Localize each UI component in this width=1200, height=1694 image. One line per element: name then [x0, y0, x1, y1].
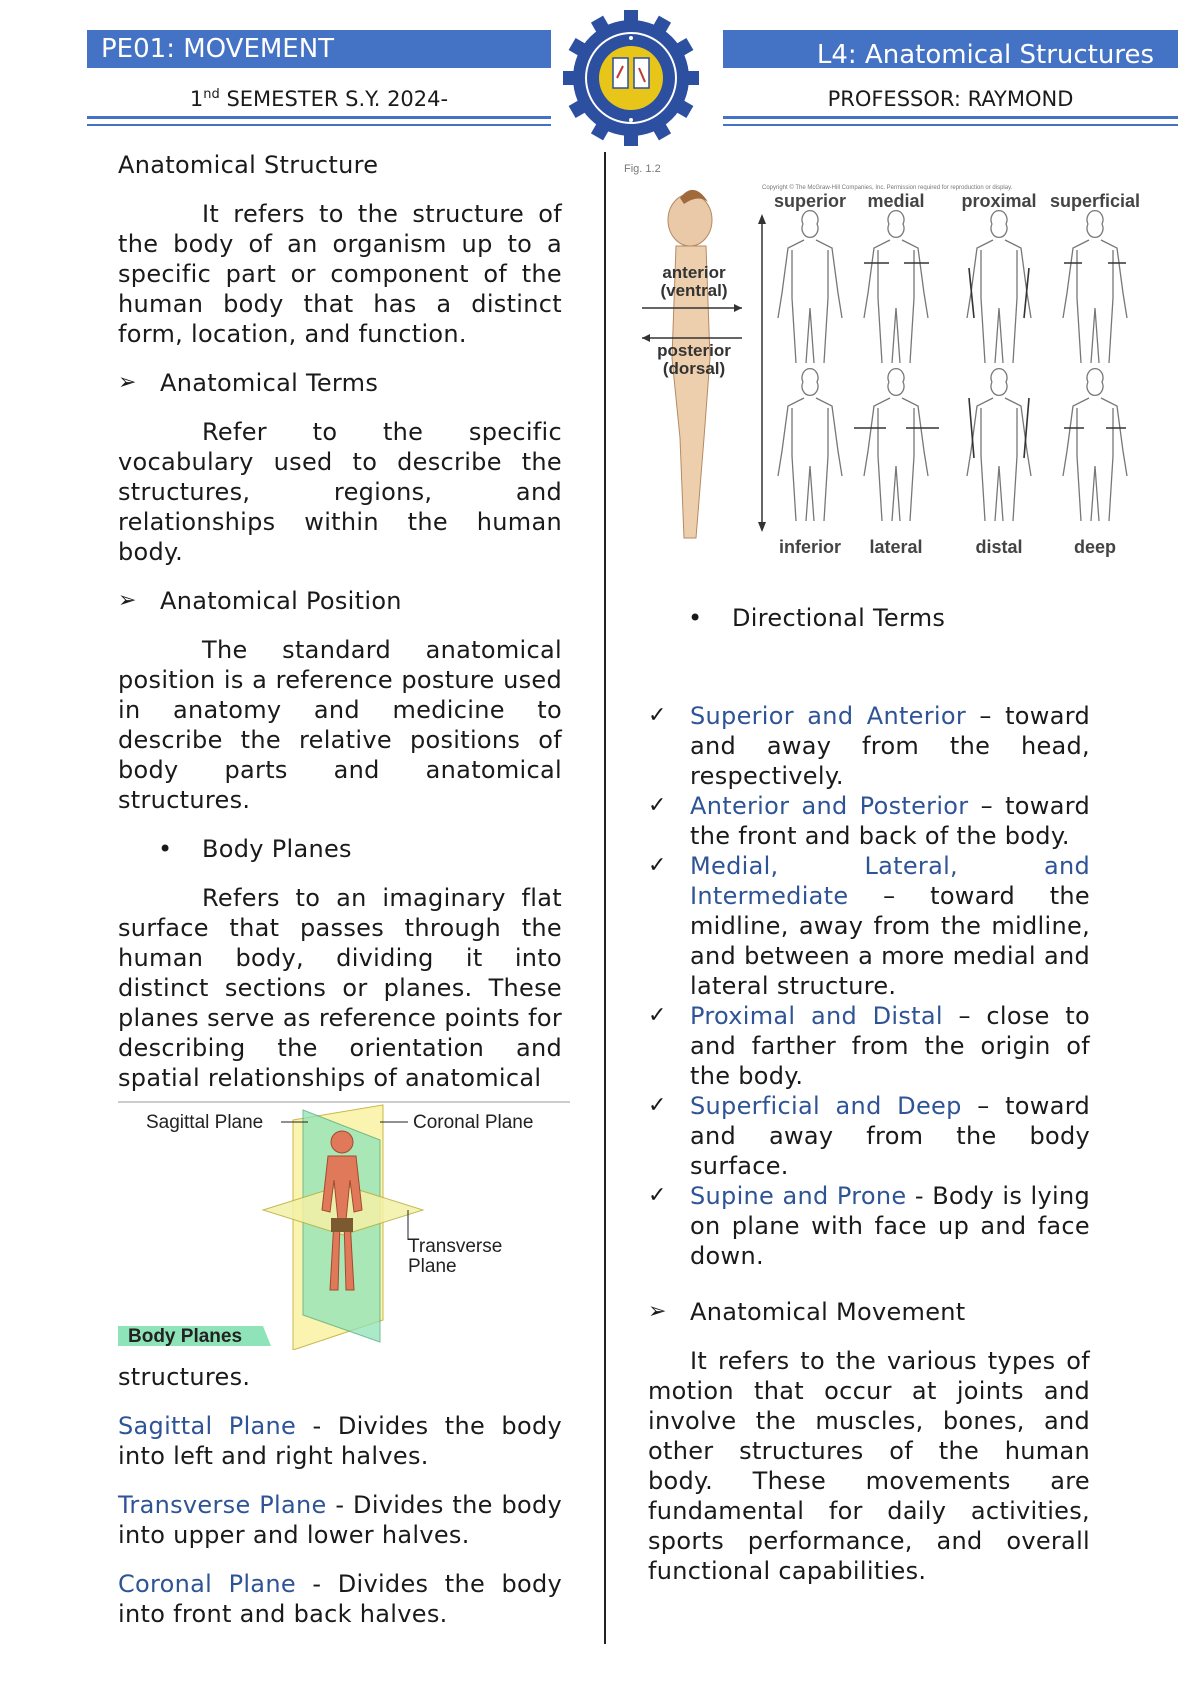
movement-paragraph: It refers to the various types of motion that occur at joints and involve the muscles, bones, and other structures of the human body. These movements are fundamental for daily activities, sports performance, and overall functional capabilities.: [648, 1347, 1090, 1585]
arrow-bullet-icon: ➢: [118, 588, 137, 613]
list-item: ✓ Superior and Anterior – toward and away from the head, respectively.: [648, 702, 1090, 790]
body-outline: [967, 211, 1031, 363]
ventral-label: (ventral): [660, 281, 728, 300]
arrow-bullet-icon: ➢: [648, 1299, 667, 1324]
lesson-title-bar: [723, 30, 1178, 68]
checkmark-icon: ✓: [648, 853, 667, 878]
plane-definition: Sagittal Plane - Divides the body into left and right halves.: [118, 1412, 562, 1470]
list-item: ✓ Anterior and Posterior – toward the front and back of the body.: [648, 792, 1090, 850]
bullet-dot-icon: •: [688, 604, 703, 632]
figure-copyright: Copyright © The McGraw-Hill Companies, Inc. Permission required for reproduction or display.: [762, 185, 1013, 191]
bullet-dot-icon: •: [158, 835, 173, 863]
dorsal-label: (dorsal): [662, 359, 726, 378]
arrow-bullet-icon: ➢: [118, 370, 137, 395]
directional-list: [648, 701, 1090, 1271]
plane-definition: Transverse Plane - Divides the body into upper and lower halves.: [118, 1491, 562, 1549]
position-heading: ➢ Anatomical Position: [118, 587, 402, 615]
transverse-plane-label: Transverse: [408, 1236, 503, 1257]
transverse-plane-label-2: Plane: [408, 1256, 457, 1277]
sagittal-plane-label: Sagittal Plane: [146, 1112, 264, 1133]
left-column-bottom: [118, 1362, 562, 1629]
superficial-label: superficial: [1049, 191, 1141, 211]
figure-caption: Body Planes: [128, 1326, 243, 1347]
body-outline: [864, 369, 928, 521]
header-rule: [723, 124, 1178, 126]
list-item: ✓ Superficial and Deep – toward and away from the body surface.: [648, 1092, 1090, 1180]
lesson-title: L4: Anatomical Structures: [816, 40, 1154, 70]
figure-number: Fig. 1.2: [624, 163, 661, 175]
header-rule: [87, 116, 551, 119]
planes-heading: • Body Planes: [118, 834, 562, 864]
list-item: ✓ Medial, Lateral, and Intermediate – toward the midline, away from the midline, and between a more medial and lateral structure.: [648, 852, 1090, 1000]
checkmark-icon: ✓: [648, 1183, 667, 1208]
body-outline: [1063, 211, 1127, 363]
terms-paragraph: Refer to the specific vocabulary used to describe the structures, regions, and relationships within the human body.: [118, 418, 562, 566]
column-divider: [604, 152, 606, 1644]
course-title: PE01: MOVEMENT: [101, 34, 335, 64]
university-seal-logo: [561, 8, 701, 148]
checkmark-icon: ✓: [648, 793, 667, 818]
checkmark-icon: ✓: [648, 1093, 667, 1118]
medial-label: medial: [867, 191, 925, 211]
body-outline: [1063, 369, 1127, 521]
checkmark-icon: ✓: [648, 1003, 667, 1028]
position-paragraph: The standard anatomical position is a reference posture used in anatomy and medicine to describe the relative positions of body parts and anatomical structures.: [118, 636, 562, 814]
plane-definition: Coronal Plane - Divides the body into front and back halves.: [118, 1570, 563, 1628]
lateral-label: lateral: [869, 537, 923, 557]
list-item: ✓ Proximal and Distal – close to and farther from the origin of the body.: [648, 1002, 1090, 1090]
header-rule: [723, 116, 1178, 119]
anterior-label: anterior: [662, 263, 726, 282]
terms-heading: ➢ Anatomical Terms: [118, 369, 379, 397]
course-title-bar: [87, 30, 551, 68]
semester-label: 1nd SEMESTER S.Y. 2024-: [189, 87, 449, 111]
header-rule: [87, 124, 551, 126]
checkmark-icon: ✓: [648, 703, 667, 728]
body-planes-figure: [118, 1100, 570, 1350]
proximal-label: proximal: [961, 191, 1037, 211]
directional-terms-figure: [624, 158, 1152, 568]
professor-label: PROFESSOR: RAYMOND: [827, 87, 1074, 111]
list-item: ✓ Supine and Prone - Body is lying on plane with face up and face down.: [648, 1182, 1090, 1270]
right-column: [648, 603, 1090, 1586]
distal-label: distal: [975, 537, 1023, 557]
deep-label: deep: [1073, 537, 1117, 557]
body-outline: [778, 211, 842, 363]
planes-paragraph: Refers to an imaginary flat surface that passes through the human body, dividing it into distinct sections or planes. These planes serve as reference points for describing the orientation and spatial relationships of anatomical: [118, 884, 562, 1092]
left-column: [118, 150, 562, 1093]
superior-label: superior: [773, 191, 847, 211]
intro-paragraph: It refers to the structure of the body of an organism up to a specific part or component of the human body that has a distinct form, location, and function.: [118, 200, 562, 348]
planes-paragraph-end: structures.: [118, 1363, 251, 1391]
section-title: Anatomical Structure: [118, 151, 379, 179]
directional-heading: • Directional Terms: [648, 603, 1090, 633]
movement-heading: ➢ Anatomical Movement: [648, 1298, 966, 1326]
body-outline: [967, 369, 1031, 521]
body-outline: [864, 211, 928, 363]
coronal-plane-label: Coronal Plane: [413, 1112, 534, 1133]
body-outline: [778, 369, 842, 521]
posterior-label: posterior: [657, 341, 731, 360]
inferior-label: inferior: [778, 537, 842, 557]
